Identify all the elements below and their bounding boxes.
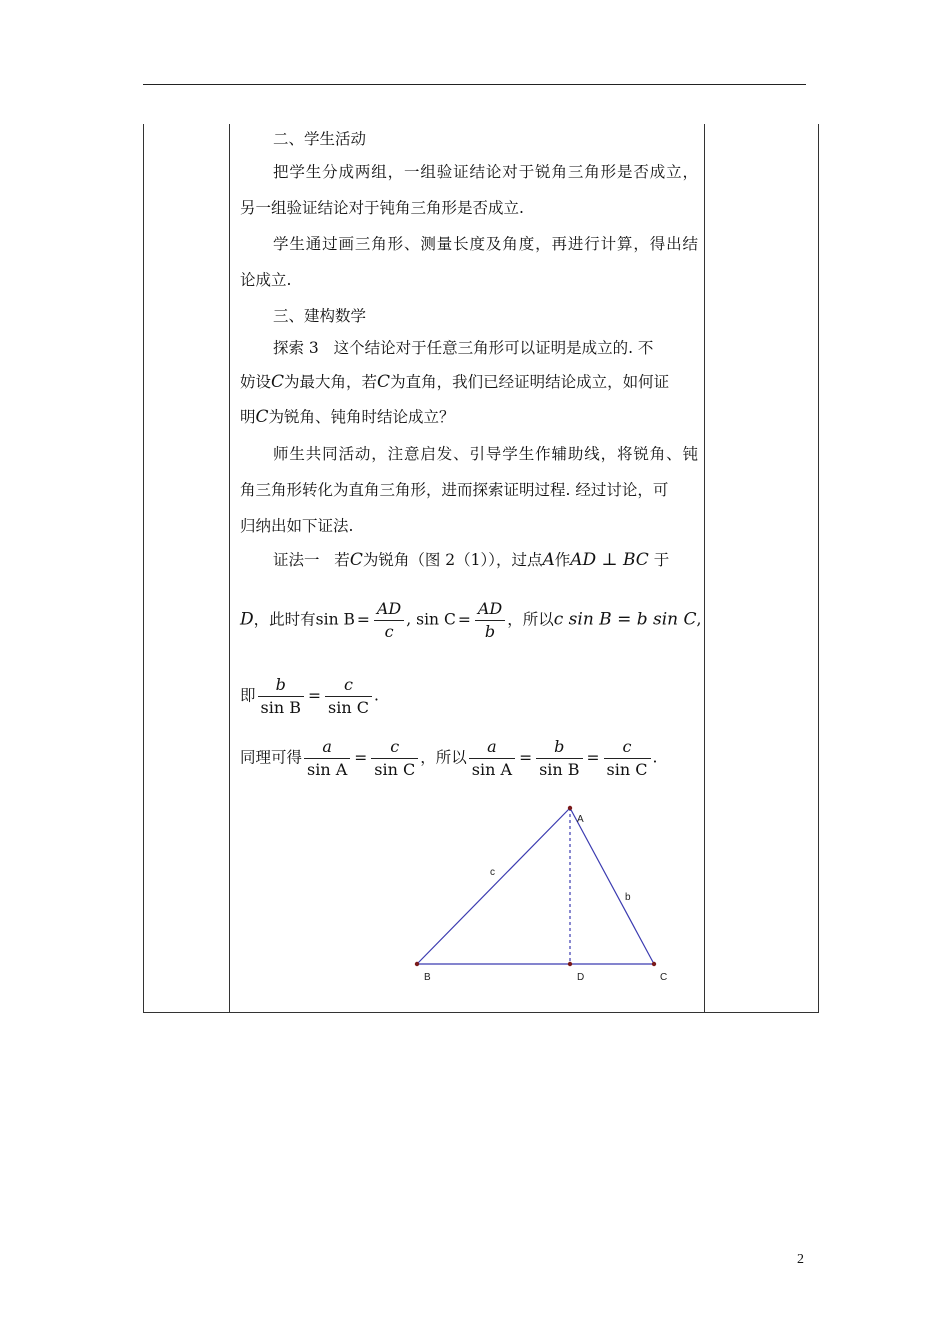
denominator: sin A: [471, 760, 513, 779]
vertex-B: [415, 962, 419, 966]
fraction: [604, 736, 651, 781]
text: ，此时有: [253, 610, 316, 629]
explore-line: [273, 338, 653, 358]
side-b: [570, 808, 654, 964]
equals-sign: =: [356, 610, 370, 629]
fraction: [258, 674, 304, 719]
proof-label: 证法一: [273, 551, 320, 569]
equals-sign: =: [586, 748, 600, 767]
paragraph-line: 把学生分成两组，一组验证结论对于锐角三角形是否成立，: [273, 163, 698, 181]
text: 即: [240, 686, 256, 705]
page-number: 2: [797, 1252, 804, 1267]
text: 明: [240, 408, 256, 426]
equals-sign: =: [519, 748, 533, 767]
text: 为直角，我们已经证明结论成立，如何证: [390, 373, 670, 391]
denominator: sin A: [307, 760, 348, 779]
paragraph-line: 论成立.: [240, 271, 292, 289]
fraction: [475, 598, 505, 643]
vertex-C: [652, 962, 656, 966]
equals-sign: =: [457, 610, 471, 629]
math-expr: sin C: [416, 610, 456, 629]
side-c: [417, 808, 570, 964]
explore-line: [240, 407, 455, 427]
text: 这个结论对于任意三角形可以证明是成立的. 不: [333, 339, 654, 357]
math-var: C: [377, 372, 391, 392]
denominator: sin C: [328, 698, 369, 717]
denominator: sin B: [539, 760, 580, 779]
table-border-right: [818, 124, 819, 1012]
math-expr: c sin B = b sin C: [553, 609, 697, 630]
fraction: [536, 736, 582, 781]
fraction: [371, 736, 418, 781]
fraction: [325, 674, 372, 719]
numerator: a: [304, 736, 350, 759]
explore-line: [240, 372, 669, 392]
denominator: c: [384, 622, 394, 641]
fraction: [374, 598, 404, 643]
numerator: a: [469, 736, 515, 759]
equals-sign: =: [354, 748, 368, 767]
explore-label: 探索 3: [273, 339, 319, 357]
denominator: b: [484, 622, 496, 641]
math-expr: AD ⊥ BC: [570, 550, 649, 570]
table-border-bottom: [143, 1012, 819, 1013]
label-b: b: [625, 892, 631, 903]
section-heading: 三、建构数学: [273, 307, 367, 325]
numerator: c: [604, 736, 651, 759]
math-var: C: [271, 372, 285, 392]
numerator: c: [325, 674, 372, 697]
math-var: C: [255, 407, 269, 427]
triangle-figure: [400, 798, 690, 988]
point-D: [568, 962, 572, 966]
text: ，所以: [420, 748, 467, 767]
label-C: C: [660, 972, 668, 983]
paragraph-line: 另一组验证结论对于钝角三角形是否成立.: [240, 199, 524, 217]
text: 于: [653, 551, 670, 569]
text: .: [373, 686, 379, 705]
math-var: D: [240, 609, 254, 630]
label-B: B: [424, 972, 431, 983]
text: 若: [334, 551, 350, 569]
math-var: C: [349, 550, 363, 570]
proof-line: [273, 550, 669, 570]
fraction: [469, 736, 515, 781]
paragraph-line: 角三角形转化为直角三角形，进而探索证明过程. 经过讨论，可: [240, 481, 669, 499]
text: .: [652, 748, 658, 767]
text: ,: [696, 610, 702, 629]
vertex-A: [568, 806, 572, 810]
table-border-left: [143, 124, 144, 1012]
table-column-divider: [229, 124, 230, 1012]
numerator: b: [536, 736, 582, 759]
math-var: A: [542, 550, 555, 570]
label-c: c: [490, 867, 495, 878]
formula-line: [240, 674, 379, 719]
label-D: D: [577, 972, 585, 983]
text: ，所以: [507, 610, 554, 629]
formula-line: [240, 736, 657, 781]
label-A: A: [577, 814, 584, 825]
table-column-divider: [704, 124, 705, 1012]
paragraph-line: 归纳出如下证法.: [240, 517, 354, 535]
denominator: sin C: [606, 760, 648, 779]
numerator: b: [258, 674, 304, 697]
text: 妨设: [240, 373, 272, 391]
numerator: AD: [475, 598, 505, 621]
paragraph-line: 师生共同活动，注意启发、引导学生作辅助线，将锐角、钝: [273, 445, 698, 463]
numerator: c: [371, 736, 418, 759]
text: 为最大角，若: [284, 373, 378, 391]
text: 为锐角（图 2（1）），过点: [362, 551, 543, 569]
fraction: [304, 736, 350, 781]
formula-line: [240, 598, 701, 643]
equals-sign: =: [308, 686, 321, 705]
text: 作: [554, 551, 571, 569]
header-rule: [143, 84, 806, 85]
section-heading: 二、学生活动: [273, 130, 367, 148]
text: 同理可得: [240, 748, 303, 767]
denominator: sin B: [260, 698, 301, 717]
text: ,: [406, 610, 412, 629]
denominator: sin C: [374, 760, 416, 779]
math-expr: sin B: [315, 610, 355, 629]
numerator: AD: [374, 598, 404, 621]
text: 为锐角、钝角时结论成立？: [268, 408, 455, 426]
paragraph-line: 学生通过画三角形、测量长度及角度，再进行计算，得出结: [273, 235, 698, 253]
